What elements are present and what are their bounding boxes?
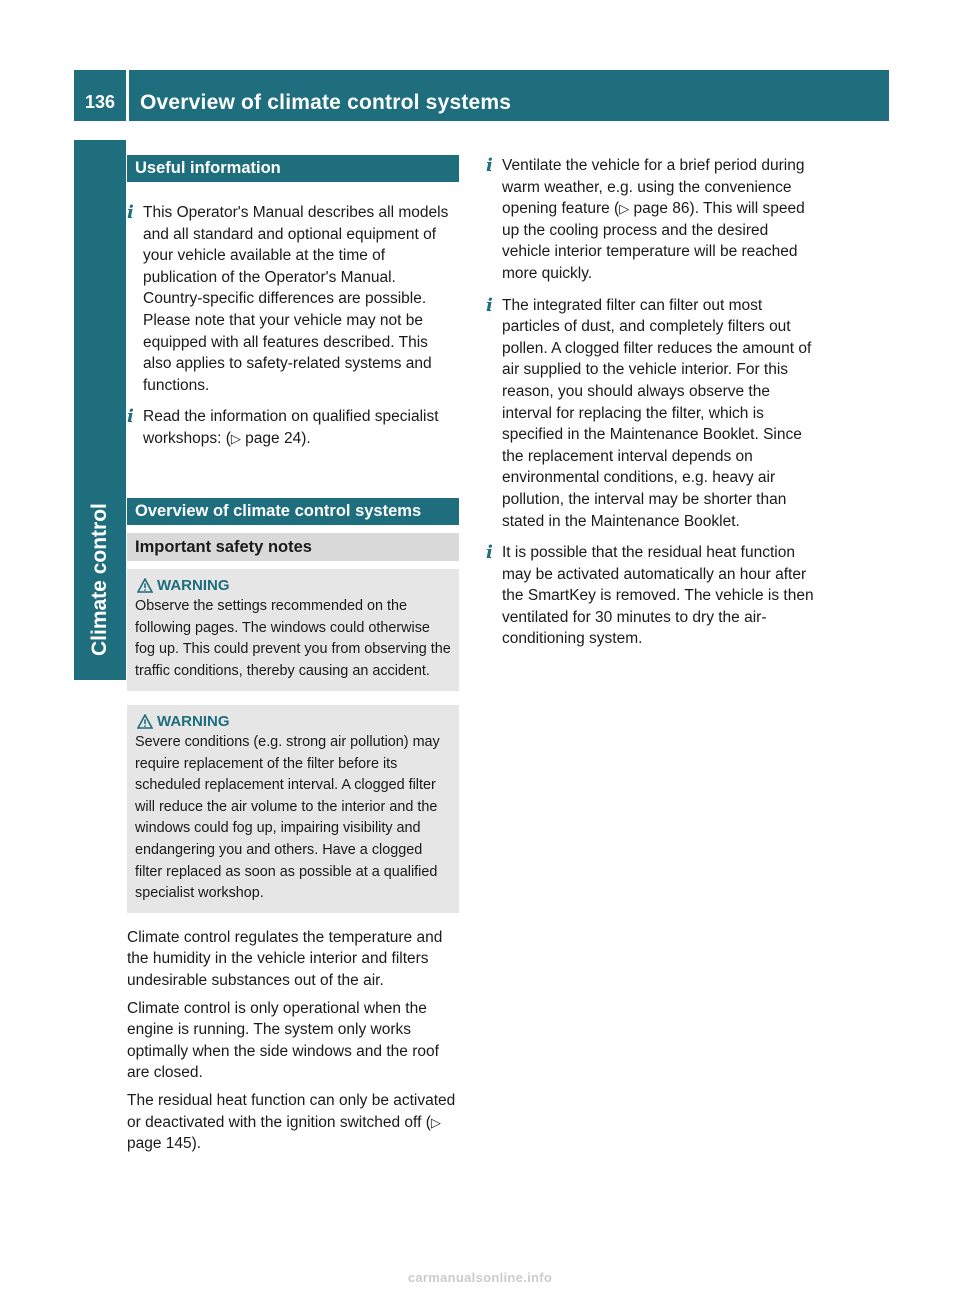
info-note-text: It is possible that the residual heat function may be activated automatically an hour after the SmartKey is removed. The vehicle is then ventilated for 30 minutes to dry the air-conditioning system. [502,544,814,648]
warning-title: WARNING [135,711,451,733]
page-number: 136 [74,70,126,121]
warning-triangle-icon [137,714,153,729]
info-note-text: Read the information on qualified specialist workshops: ( [143,408,439,447]
info-note-text: This Operator's Manual describes all models and all standard and optional equipment of your vehicle available at the time of publication of the Operator's Manual. Country-specific differences are possible. Please note that your vehicle may not be equipped with all features described. This also applies to safety-related systems and functions. [143,204,449,394]
info-icon: i [486,294,493,316]
warning-text: Severe conditions (e.g. strong air pollution) may require replacement of the filter before its scheduled replacement interval. A clogged filter will reduce the air volume to the interior and the windows could fog up, impairing visibility and endangering you and others. Have a clogged filter replaced as soon as possible at a qualified specialist workshop. [135,734,440,902]
side-tab-label: Climate control [88,503,111,656]
subsection-heading: Important safety notes [127,533,459,561]
info-icon: i [486,542,493,564]
warning-triangle-icon [137,578,153,593]
section-heading: Overview of climate control systems [127,498,459,525]
page-ref-arrow-icon: ▷ [230,430,241,446]
info-note [127,406,459,449]
warning-box [127,705,459,913]
left-column [127,155,459,1161]
info-icon: i [127,202,134,223]
body-paragraph: Climate control is only operational when the engine is running. The system only works optimally when the side windows and the roof are closed. [127,999,439,1082]
body-paragraph: The residual heat function can only be activated or deactivated with the ignition switched off (▷ page 145). [127,1092,456,1153]
info-icon: i [127,406,134,428]
info-note-text: The integrated filter can filter out most particles of dust, and completely filters out pollen. A clogged filter reduces the amount of air supplied to the vehicle interior. For this reason, you should always observe the interval for replacing the filter, which is specified in the Maintenance Booklet. Since the replacement interval depends on environmental conditions, e.g. heavy air pollution, the interval may be shorter than stated in the Maintenance Booklet. [502,296,812,530]
page-header-title: Overview of climate control systems [129,70,889,121]
info-note: i Ventilate the vehicle for a brief period during warm weather, e.g. using the convenience opening feature (▷ page 86). This will speed up the cooling process and the desired vehicle interior temperature will be reached more quickly. [486,155,805,282]
info-note [127,202,459,396]
warning-box [127,569,459,691]
body-paragraph: Climate control regulates the temperature and the humidity in the vehicle interior and filters undesirable substances out of the air. [127,928,443,990]
info-note [486,542,816,650]
warning-title: WARNING [135,575,451,597]
page-ref-arrow-icon: ▷ [619,201,630,217]
info-icon: i [486,155,493,176]
page-ref-arrow-icon: ▷ [430,1114,441,1130]
watermark: carmanualsonline.info [407,1270,553,1285]
right-column [486,155,816,660]
info-note-text: page 24). [240,429,311,447]
useful-information-heading: Useful information [127,155,459,182]
warning-text: Observe the settings recommended on the following pages. The windows could otherwise fog up. This could prevent you from observing the traffic conditions, thereby causing an accident. [135,598,451,679]
info-note [486,295,816,533]
